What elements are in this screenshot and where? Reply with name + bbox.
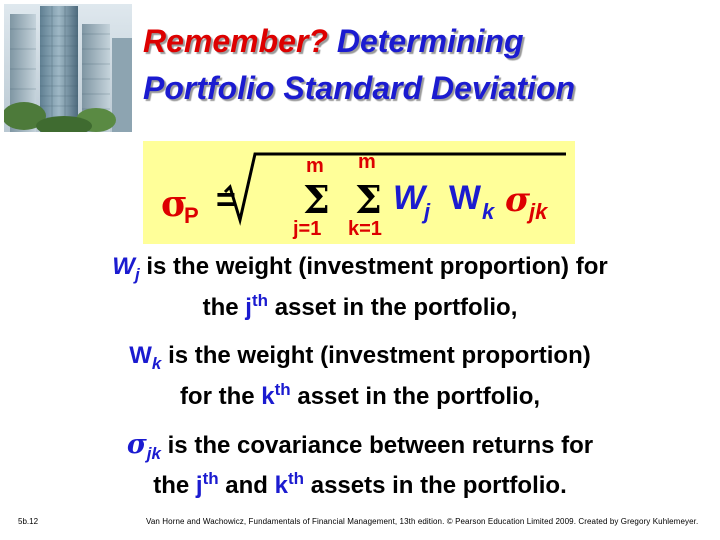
definition-wk-line2: for the $k^{th}$ asset in the portfolio,: [179, 380, 541, 410]
sum2-upper-limit: m: [358, 151, 376, 173]
title-determining: Determining: [336, 23, 524, 59]
wk-variable: $W_k$: [129, 342, 162, 373]
jth-index: $j^{th}$: [245, 291, 269, 321]
definition-sigma-line1: $\sigma_{jk}$ is the covariance between returns for: [126, 429, 594, 463]
definition-wj-line1: $W_j$ is the weight (investment proportion) for: [112, 253, 608, 284]
sigma-p-subscript: P: [184, 203, 199, 228]
title-line2: Portfolio Standard Deviation: [143, 70, 576, 106]
portfolio-std-formula: [143, 141, 575, 244]
covariance-sigma: σ: [505, 180, 531, 220]
slide-number: 5b.12: [18, 517, 39, 526]
weight-wk: W: [449, 179, 482, 217]
title-remember: Remember?: [143, 23, 328, 59]
kth-index: $k^{th}$: [261, 380, 291, 410]
footer-citation: Van Horne and Wachowicz, Fundamentals of Financial Management, 13th edition. © Pearson Education Limited 2009. Created by Gregory Kuhlemeyer.: [146, 517, 699, 526]
definition-wj: [0, 250, 720, 321]
sum2-lower-limit: k=1: [348, 218, 382, 240]
definition-sigma-jk: [0, 428, 720, 499]
kth-index-2: $k^{th}$: [274, 469, 305, 499]
sum2-symbol: Σ: [355, 177, 382, 222]
skyscraper-photo: [4, 4, 132, 132]
sum1-upper-limit: m: [306, 155, 324, 177]
sigma-jk-variable: $\sigma_{jk}$: [126, 429, 161, 463]
weight-wj: W: [393, 179, 426, 217]
sum1-symbol: Σ: [303, 177, 330, 222]
equals-sign: =: [216, 181, 236, 219]
definition-sigma-line2: the $j^{th}$ and $k^{th}$ assets in the portfolio.: [153, 469, 567, 499]
sigma-p-symbol: σ: [161, 183, 188, 225]
weight-wj-subscript: j: [424, 199, 431, 224]
definition-wk-line1: $W_k$ is the weight (investment proportion): [129, 342, 591, 373]
sum1-lower-limit: j=1: [293, 218, 322, 240]
wj-variable: $W_j$: [112, 253, 140, 284]
slide-title: [143, 18, 713, 112]
jth-index-2: $j^{th}$: [195, 469, 219, 499]
definition-wk: [0, 339, 720, 410]
definition-wj-line2: the $j^{th}$ asset in the portfolio,: [202, 291, 518, 321]
weight-wk-subscript: k: [482, 199, 495, 224]
covariance-subscript: jk: [529, 199, 548, 224]
